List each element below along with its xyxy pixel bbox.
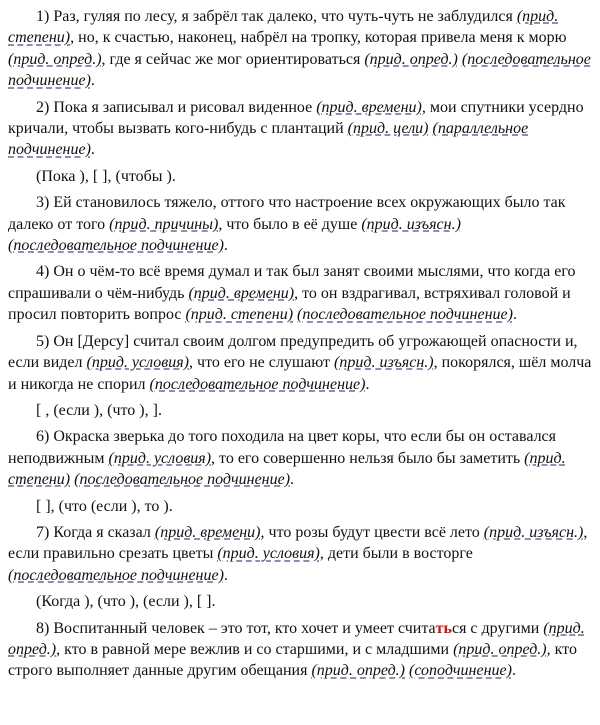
p7-clause-type-2: (прид. изъясн.) [483,523,584,541]
p1-text-e: , где я сейчас же мог ориентироваться [101,50,365,68]
p4-clause-type-1: (прид. времени) [188,284,295,302]
paragraph-6 [8,426,592,490]
p1-end: . [90,72,95,90]
paragraph-3 [8,192,592,256]
p6-text-a: 6) Окраска зверька до того походила на цвет коры, что если бы он оставался неподвижным [8,428,557,467]
scheme-2: (Пока ), [ ], (чтобы ). [36,167,176,185]
p3-subordination-type: (последовательное подчинение) [8,237,224,255]
p7-subordination-type: (последовательное подчинение) [8,566,224,584]
p6-text-c: , то его совершенно нельзя было бы заметить [211,449,525,467]
p5-text-e: , покорялся, шёл молча и никогда не спорил [8,354,592,393]
p4-end: . [512,306,517,324]
p3-text-c: , что было в её душе [218,215,362,233]
p7-text-g: , дети были в восторге [319,545,473,563]
p1-subordination-type: (последовательное подчинение) [8,50,591,90]
p8-text-b: ся с другими [451,619,544,637]
p7-clause-type-1: (прид. времени) [154,523,261,541]
paragraph-2 [8,97,592,161]
p2-clause-type-2: (прид. цели) [347,120,429,138]
paragraph-5 [8,331,592,395]
p4-clause-type-2: (прид. степени) [185,306,294,324]
p4-subordination-type: (последовательное подчинение) [297,306,513,324]
scheme-7: (Когда ), (что ), (если ), [ ]. [36,593,216,611]
p7-text-a: 7) Когда я сказал [36,523,155,541]
p2-text-a: 2) Пока я записывал и рисовал виденное [36,98,317,116]
p3-clause-type-2: (прид. изъясн.) [361,215,461,233]
p1-clause-type-1: (прид. степени) [8,8,559,47]
p7-end: . [223,566,228,584]
p1-clause-type-2: (прид. опред.) [8,50,102,68]
paragraph-4 [8,261,592,325]
paragraph-8 [8,618,592,682]
p5-text-a: 5) Он [Дерсу] считал своим долгом предупредить об угрожающей опасности и, если видел [8,332,578,372]
paragraph-7 [8,522,592,586]
p8-clause-type-3: (прид. опред.) [311,662,405,680]
p4-text-a: 4) Он о чём-то всё время думал и так был занят своими мыслями, что когда его спрашивали о чём-нибудь [8,263,576,302]
p6-clause-type-2: (прид. степени) [8,449,566,489]
p1-clause-type-3: (прид. опред.) [364,50,458,68]
p5-end: . [365,375,370,393]
p8-text-a: 8) Воспитанный человек – это тот, кто хочет и умеет счита [36,619,436,637]
p2-clause-type-1: (прид. времени) [316,98,422,116]
p3-end: . [223,237,228,255]
p1-text-c: , но, к счастью, наконец, набрёл на тропку, которая привела меня к морю [70,29,567,47]
p8-text-f: , кто строго выполняет данные другим обещания [8,640,577,680]
p3-clause-type-1: (прид. причины) [109,215,219,233]
p5-text-c: , что его не слушают [189,354,335,372]
p1-text-a: 1) Раз, гуляя по лесу, я забрёл так далеко, что чуть-чуть не заблудился [36,8,517,25]
p5-subordination-type: (последовательное подчинение) [149,375,366,393]
paragraph-1 [8,6,592,92]
p8-corrected-letters: ть [435,619,452,637]
p7-clause-type-3: (прид. условия) [217,545,320,563]
p2-end: . [90,141,95,159]
p6-clause-type-1: (прид. условия) [108,449,212,467]
p6-subordination-type: (последовательное подчинение) [74,471,291,489]
p8-end: . [511,662,516,680]
p4-text-c: , то он вздрагивал, встряхивал головой и просил повторить вопрос [8,284,571,324]
p8-clause-type-1: (прид. опред.) [8,619,585,658]
p6-end: . [290,471,295,489]
p8-text-d: , кто в равной мере вежлив и со старшими, и с младшими [56,640,454,658]
scheme-5: [ , (если ), (что ), ]. [36,401,162,419]
p5-clause-type-2: (прид. изъясн.) [334,354,434,372]
p2-text-c: , мои спутники усердно кричали, чтобы вызвать кого-нибудь с плантаций [8,98,584,138]
p8-subordination-type: (соподчинение) [409,662,512,680]
p7-text-c: , что розы будут цвести всё лето [260,523,484,541]
p8-clause-type-2: (прид. опред.) [453,640,547,658]
scheme-6: [ ], (что (если ), то ). [36,497,173,515]
p7-text-e: , если правильно срезать цветы [8,523,588,563]
p5-clause-type-1: (прид. условия) [86,354,190,372]
p2-subordination-type: (параллельное подчинение) [8,120,529,159]
p3-text-a: 3) Ей становилось тяжело, оттого что настроение всех окружающих было так далеко от того [8,194,566,233]
